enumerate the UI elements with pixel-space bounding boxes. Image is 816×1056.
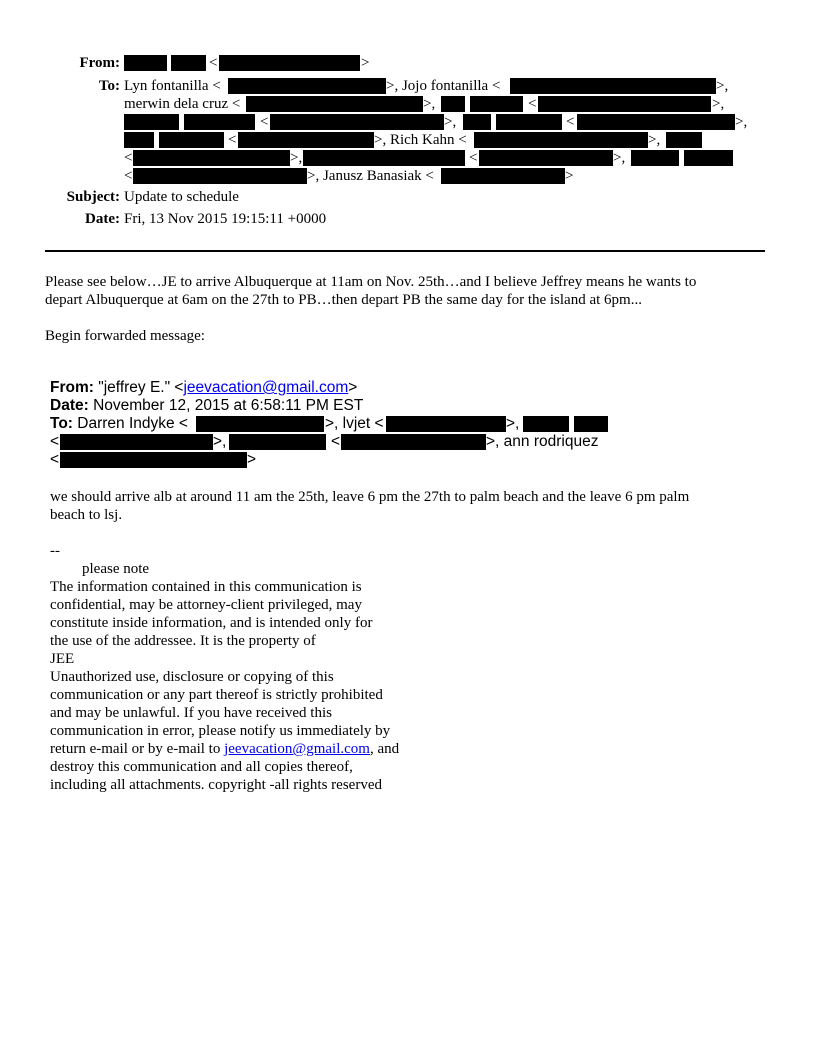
gt-char: > [361, 55, 370, 71]
fwd-date-label: Date: [50, 397, 89, 414]
redacted-block [124, 132, 154, 148]
subject-label: Subject: [66, 189, 120, 205]
redacted-block [238, 132, 374, 148]
date-value: Fri, 13 Nov 2015 19:15:11 +0000 [124, 211, 327, 227]
redacted-block [538, 96, 711, 112]
lt-char: < [124, 168, 133, 184]
redacted-block [631, 150, 679, 166]
to-jojo-end: >, [716, 78, 729, 94]
redacted-block [463, 114, 491, 130]
redacted-block [441, 168, 565, 184]
to-jojo: >, Jojo fontanilla < [386, 78, 501, 94]
redacted-block [341, 434, 486, 450]
disclaimer-line: destroy this communication and all copies thereof, [50, 759, 353, 775]
to-merwin-end: >, [423, 96, 436, 112]
intro-line-1: Please see below…JE to arrive Albuquerque at 11am on Nov. 25th…and I believe Jeffrey means he wants to [45, 274, 697, 290]
redacted-block [303, 150, 465, 166]
return-prefix: return e-mail or by e-mail to [50, 741, 225, 757]
lt-char: < [331, 433, 341, 450]
fwd-from-name: "jeffrey E." < [98, 379, 184, 396]
fwd-date-value: November 12, 2015 at 6:58:11 PM EST [93, 397, 364, 414]
gt-comma: >, [290, 150, 303, 166]
message-line-1: we should arrive alb at around 11 am the 25th, leave 6 pm the 27th to palm beach and the leave 6 pm palm [50, 489, 690, 505]
redacted-block [60, 452, 247, 468]
gt-char: > [247, 451, 257, 468]
fwd-to-ann: >, ann rodriquez [486, 433, 599, 450]
gt-comma: >, [735, 114, 748, 130]
fwd-from-email-link[interactable]: jeevacation@gmail.com [183, 379, 349, 396]
fwd-to-darren: Darren Indyke < [77, 415, 188, 432]
intro-line-2: depart Albuquerque at 6am on the 27th to PB…then depart PB the same day for the island at 6pm... [45, 292, 642, 308]
redacted-block [133, 168, 307, 184]
date-label: Date: [85, 211, 120, 227]
redacted-block [171, 55, 206, 71]
fwd-from-end: > [348, 379, 358, 396]
to-janusz-end: > [565, 168, 574, 184]
disclaimer-line: communication or any part thereof is strictly prohibited [50, 687, 383, 703]
redacted-block [577, 114, 735, 130]
return-email-link[interactable]: jeevacation@gmail.com [224, 741, 370, 757]
redacted-block [510, 78, 716, 94]
forwarded-label: Begin forwarded message: [45, 328, 205, 344]
disclaimer-line: and may be unlawful. If you have received this [50, 705, 332, 721]
gt-comma: >, [213, 433, 227, 450]
redacted-block [219, 55, 360, 71]
disclaimer-line: Unauthorized use, disclosure or copying of this [50, 669, 334, 685]
signature-dash: -- [50, 543, 60, 559]
lt-char: < [566, 114, 575, 130]
redacted-block [479, 150, 613, 166]
to-lyn: Lyn fontanilla < [124, 78, 221, 94]
gt-comma: >, [613, 150, 626, 166]
lt-char: < [469, 150, 478, 166]
disclaimer-line: constitute inside information, and is intended only for [50, 615, 373, 631]
to-rich: >, Rich Kahn < [374, 132, 467, 148]
disclaimer-line: the use of the addressee. It is the property of [50, 633, 316, 649]
redacted-block [496, 114, 562, 130]
redacted-block [229, 434, 326, 450]
from-label: From: [79, 55, 120, 71]
message-line-2: beach to lsj. [50, 507, 123, 523]
lt-char: < [228, 132, 237, 148]
redacted-block [474, 132, 648, 148]
to-merwin: merwin dela cruz < [124, 96, 241, 112]
subject-value: Update to schedule [124, 189, 239, 205]
redacted-block [270, 114, 444, 130]
redacted-block [196, 416, 324, 432]
lt-char: < [528, 96, 537, 112]
to-rich-end: >, [648, 132, 661, 148]
gt-comma: >, [712, 96, 725, 112]
disclaimer-line: confidential, may be attorney-client privileged, may [50, 597, 362, 613]
redacted-block [184, 114, 255, 130]
header-divider [45, 250, 765, 252]
to-janusz: >, Janusz Banasiak < [307, 168, 434, 184]
to-label: To: [98, 78, 120, 94]
redacted-block [666, 132, 702, 148]
lt-char: < [50, 451, 60, 468]
redacted-block [133, 150, 290, 166]
redacted-block [523, 416, 569, 432]
redacted-block [574, 416, 608, 432]
redacted-block [246, 96, 423, 112]
lt-char: < [209, 55, 218, 71]
redacted-block [60, 434, 213, 450]
fwd-from-label: From: [50, 379, 94, 396]
lt-char: < [50, 433, 60, 450]
return-suffix: , and [369, 741, 400, 757]
disclaimer-line: JEE [50, 651, 75, 667]
disclaimer-line: including all attachments. copyright -all rights reserved [50, 777, 382, 793]
redacted-block [470, 96, 523, 112]
disclaimer-line: communication in error, please notify us immediately by [50, 723, 391, 739]
redacted-block [441, 96, 465, 112]
fwd-to-label: To: [50, 415, 73, 432]
disclaimer-line: The information contained in this communication is [50, 579, 362, 595]
fwd-to-lvjet: >, lvjet < [325, 415, 384, 432]
gt-comma: >, [506, 415, 520, 432]
please-note: please note [82, 561, 150, 577]
disclaimer-return-line [50, 740, 399, 758]
redacted-block [386, 416, 506, 432]
lt-char: < [260, 114, 269, 130]
redacted-block [124, 114, 179, 130]
redacted-block [159, 132, 224, 148]
lt-char: < [124, 150, 133, 166]
redacted-block [228, 78, 386, 94]
redacted-block [124, 55, 167, 71]
redacted-block [684, 150, 733, 166]
gt-comma: >, [444, 114, 457, 130]
